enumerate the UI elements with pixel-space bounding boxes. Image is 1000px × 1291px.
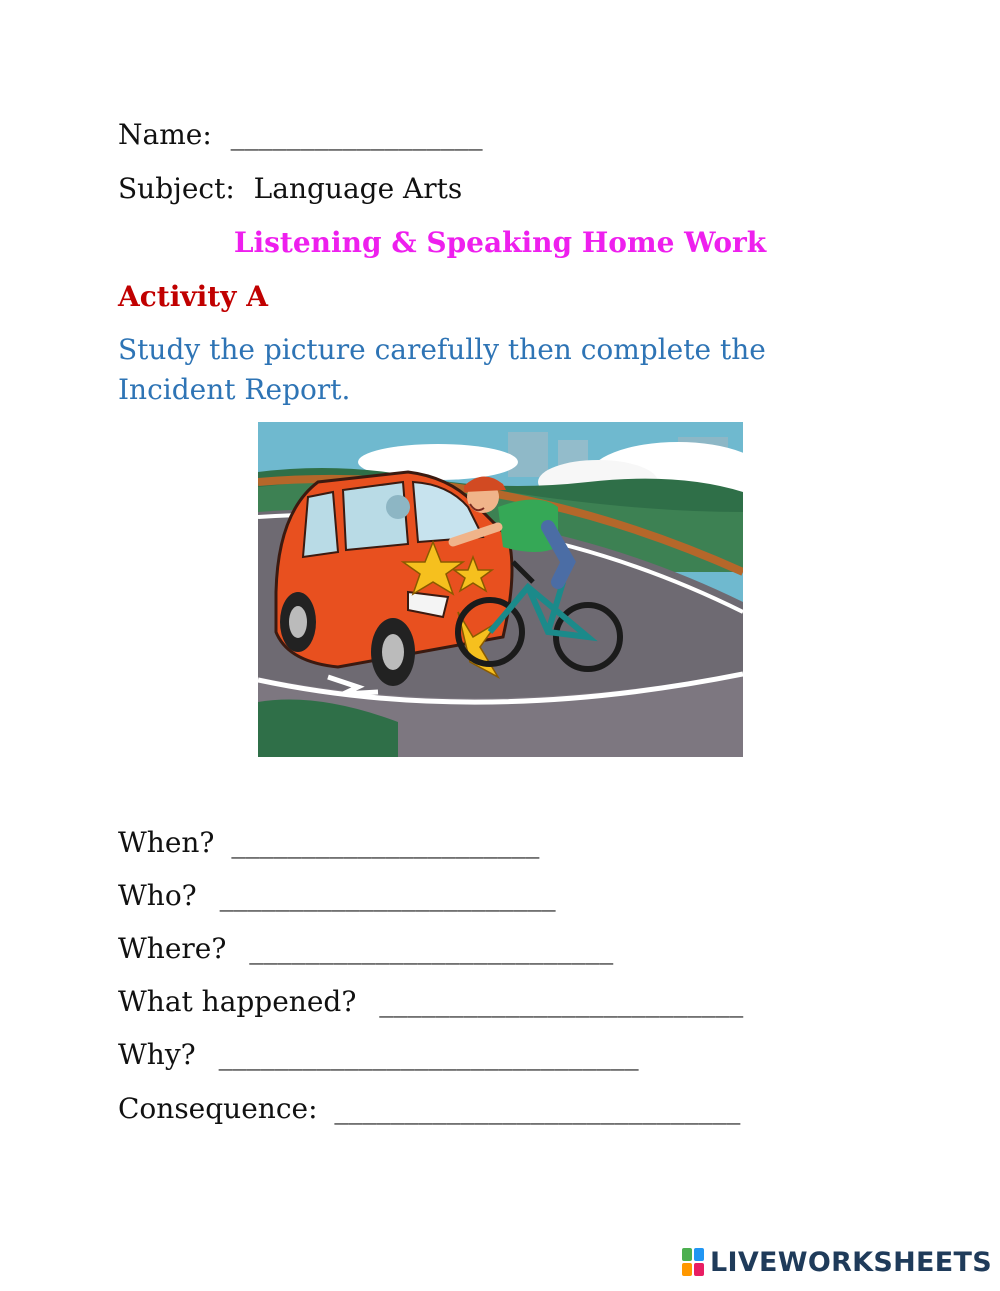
liveworksheets-logo xyxy=(682,1245,992,1279)
consequence-label: Consequence: xyxy=(118,1092,318,1125)
report-field-when xyxy=(118,826,539,860)
subject-label: Subject: xyxy=(118,172,235,205)
report-field-consequence xyxy=(118,1092,740,1126)
why-blank[interactable]: ______________________________ xyxy=(218,1038,639,1071)
activity-label: Activity A xyxy=(118,280,268,313)
consequence-blank[interactable]: _____________________________ xyxy=(334,1092,741,1125)
report-field-who xyxy=(118,879,556,913)
activity-instructions: Study the picture carefully then complete the Incident Report. xyxy=(118,333,766,406)
where-label: Where? xyxy=(118,932,227,965)
why-label: Why? xyxy=(118,1038,196,1071)
subject-line xyxy=(118,172,462,206)
page-title: Listening & Speaking Home Work xyxy=(233,226,767,259)
report-field-what-happened xyxy=(118,985,743,1019)
name-blank[interactable]: __________________ xyxy=(230,118,483,151)
car-bicycle-accident-illustration xyxy=(258,422,743,757)
logo-square-orange xyxy=(682,1263,692,1276)
liveworksheets-logo-text: LIVEWORKSHEETS xyxy=(709,1246,992,1278)
what-happened-label: What happened? xyxy=(118,985,357,1018)
liveworksheets-logo-icon xyxy=(682,1248,704,1276)
who-blank[interactable]: ________________________ xyxy=(219,879,556,912)
name-label: Name: xyxy=(118,118,212,151)
when-blank[interactable]: ______________________ xyxy=(231,826,540,859)
what-happened-blank[interactable]: __________________________ xyxy=(379,985,744,1018)
subject-value: Language Arts xyxy=(253,172,463,205)
logo-square-pink xyxy=(694,1263,704,1276)
who-label: Who? xyxy=(118,879,197,912)
accident-scene-svg xyxy=(258,422,743,757)
when-label: When? xyxy=(118,826,215,859)
report-field-where xyxy=(118,932,613,966)
where-blank[interactable]: __________________________ xyxy=(249,932,614,965)
logo-square-green xyxy=(682,1248,692,1261)
logo-square-blue xyxy=(694,1248,704,1261)
report-field-why xyxy=(118,1038,639,1072)
name-line xyxy=(118,118,483,152)
